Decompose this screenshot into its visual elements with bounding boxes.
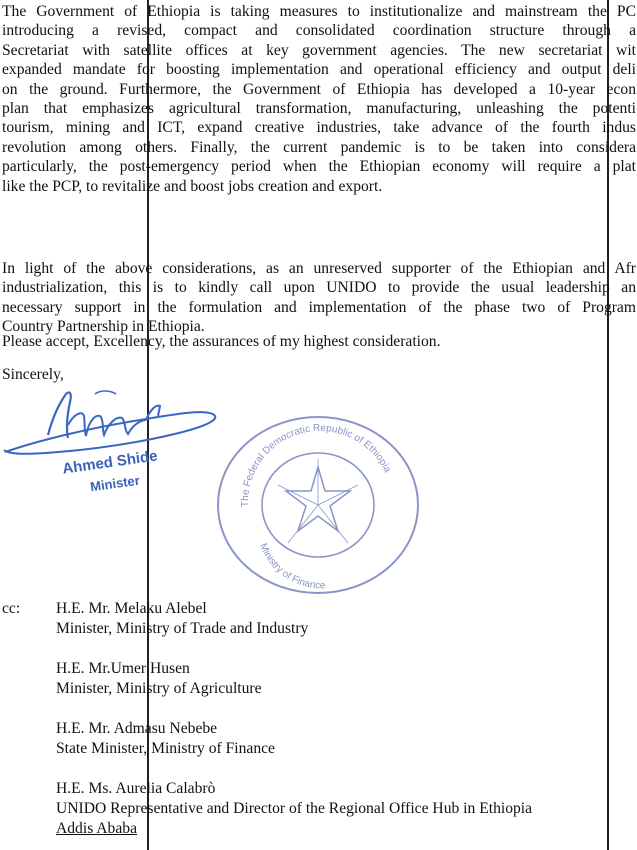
text-line: In light of the above considerations, as an unreserved supporter of the Ethiopian and Afr bbox=[2, 260, 636, 277]
text-line: industrialization, this is to kindly call upon UNIDO to provide the usual leadership an bbox=[2, 279, 636, 297]
text-line: plan that emphasizes agricultural transformation, manufacturing, unleashing the potenti bbox=[2, 100, 636, 118]
cc-recipient-role: Minister, Ministry of Trade and Industry bbox=[56, 620, 309, 637]
closing-line: Please accept, Excellency, the assurances of my highest consideration. bbox=[2, 333, 441, 350]
svg-text:Ministry of Finance bbox=[257, 542, 326, 592]
cc-recipient bbox=[56, 659, 262, 699]
text-line: particularly, the post-emergency period when the Ethiopian economy will require a plat bbox=[2, 158, 636, 176]
cc-recipient-role: UNIDO Representative and Director of the Regional Office Hub in Ethiopia bbox=[56, 800, 533, 817]
text-line: The Government of Ethiopia is taking measures to institutionalize and mainstream the PC bbox=[2, 3, 636, 20]
text-line: necessary support in the formulation and implementation of the phase two of Program bbox=[2, 298, 636, 316]
text-line: expanded mandate for boosting implementation and operational efficiency and output deli bbox=[2, 61, 636, 79]
text-line: Secretariat with satellite offices at key government agencies. The new secretariat wit bbox=[2, 41, 636, 59]
text-line: introducing a revised, compact and consolidated coordination structure through a bbox=[2, 22, 636, 40]
text-line: Country Partnership in Ethiopia. bbox=[2, 318, 205, 336]
cc-recipient-name: H.E. Mr. Admasu Nebebe bbox=[56, 720, 218, 737]
text-line: like the PCP, to revitalize and boost jobs creation and export. bbox=[2, 177, 383, 195]
cc-recipient bbox=[56, 719, 275, 759]
stamp-bottom-text: Ministry of Finance bbox=[257, 541, 326, 592]
text-line: tourism, mining and ICT, expand creative industries, take advance of the fourth indus bbox=[2, 119, 636, 137]
cc-recipient-city: Addis Ababa bbox=[56, 820, 137, 837]
cc-label: cc: bbox=[2, 600, 21, 617]
cc-recipient-role: Minister, Ministry of Agriculture bbox=[56, 680, 262, 697]
text-line: revolution among others. Finally, the current pandemic is to be taken into considera bbox=[2, 138, 636, 156]
cc-recipient-name: H.E. Mr.Umer Husen bbox=[56, 660, 190, 677]
letter-paragraph-1 bbox=[2, 2, 636, 196]
stamp-top-text: The Federal Democratic Republic of Ethiopia bbox=[239, 422, 393, 508]
cc-recipient-name: H.E. Ms. Aurelia Calabrò bbox=[56, 780, 216, 797]
letter-paragraph-2 bbox=[2, 259, 636, 337]
cc-recipient-role: State Minister, Ministry of Finance bbox=[56, 740, 275, 757]
cc-recipient bbox=[56, 779, 532, 839]
cc-recipient-name: H.E. Mr. Melaku Alebel bbox=[56, 600, 207, 617]
signatory-name: Ahmed Shide bbox=[61, 447, 159, 478]
cc-recipient bbox=[56, 599, 308, 639]
sign-off: Sincerely, bbox=[2, 366, 64, 383]
ministry-seal-stamp bbox=[208, 395, 428, 595]
signatory-title: Minister bbox=[89, 472, 141, 495]
text-line: on the ground. Furthermore, the Government of Ethiopia has developed a 10-year econ bbox=[2, 80, 636, 98]
